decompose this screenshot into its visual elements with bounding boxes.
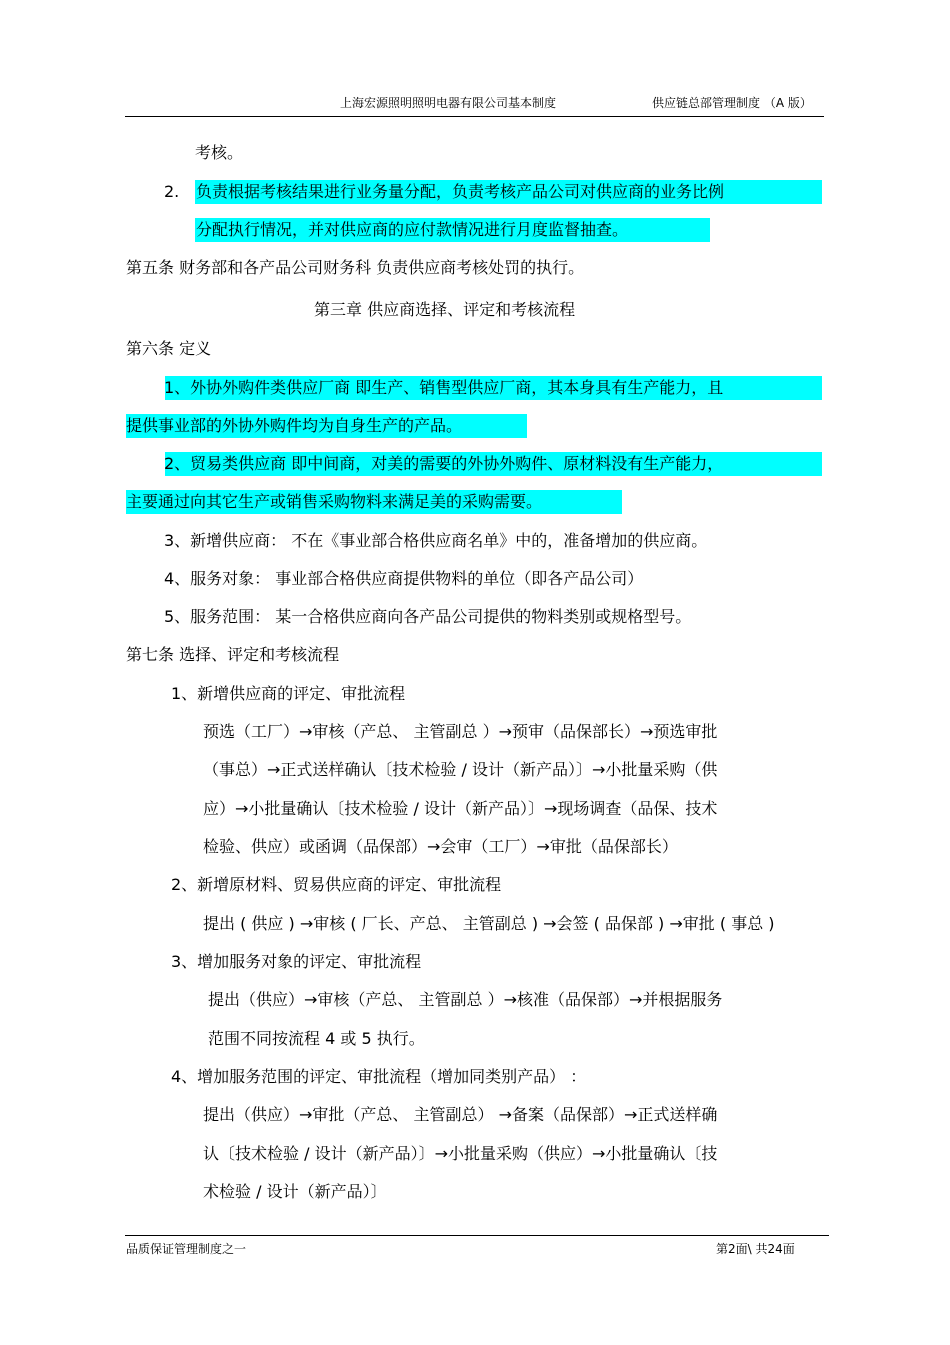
header-rule xyxy=(125,116,824,117)
body-line: 认〔技术检验 / 设计（新产品）〕→小批量采购（供应）→小批量确认〔技 xyxy=(203,1144,718,1163)
body-line: 4、服务对象： 事业部合格供应商提供物料的单位（即各产品公司） xyxy=(164,569,644,588)
chapter-title: 第三章 供应商选择、评定和考核流程 xyxy=(314,300,576,319)
body-line: 提出（供应）→审批（产总、 主管副总） →备案（品保部）→正式送样确 xyxy=(203,1105,718,1124)
body-line: 3、新增供应商： 不在《事业部合格供应商名单》中的，准备增加的供应商。 xyxy=(164,531,708,550)
body-line: 分配执行情况，并对供应商的应付款情况进行月度监督抽查。 xyxy=(196,220,629,239)
body-line: 术检验 / 设计（新产品）〕 xyxy=(203,1182,387,1201)
body-line: 检验、供应）或函调（品保部）→会审（工厂）→审批（品保部长） xyxy=(203,837,678,856)
article-heading: 第六条 定义 xyxy=(126,339,212,358)
list-number: 2. xyxy=(164,182,180,201)
body-line: 提供事业部的外协外购件均为自身生产的产品。 xyxy=(126,416,463,435)
body-line: 2、贸易类供应商 即中间商，对美的需要的外协外购件、原材料没有生产能力， xyxy=(164,454,724,473)
body-line: 3、增加服务对象的评定、审批流程 xyxy=(171,952,422,971)
body-line: 预选（工厂）→审核（产总、 主管副总 ）→预审（品保部长）→预选审批 xyxy=(203,722,718,741)
body-line: 负责根据考核结果进行业务量分配，负责考核产品公司对供应商的业务比例 xyxy=(196,182,725,201)
footer-rule xyxy=(125,1235,829,1236)
body-line: 1、外协外购件类供应厂商 即生产、销售型供应厂商，其本身具有生产能力，且 xyxy=(164,378,724,397)
header-right: 供应链总部管理制度 （A 版） xyxy=(652,96,812,110)
body-line: 提出 ( 供应 ) →审核 ( 厂长、产总、 主管副总 ) →会签 ( 品保部 ) →审批 ( 事总 ) xyxy=(203,914,775,933)
body-line: 5、服务范围： 某一合格供应商向各产品公司提供的物料类别或规格型号。 xyxy=(164,607,692,626)
body-line: （事总）→正式送样确认〔技术检验 / 设计（新产品）〕→小批量采购（供 xyxy=(203,760,718,779)
header-left: 上海宏源照明照明电器有限公司基本制度 xyxy=(340,96,557,110)
body-line: 范围不同按流程 4 或 5 执行。 xyxy=(208,1029,425,1048)
body-line: 提出（供应）→审核（产总、 主管副总 ）→核准（品保部）→并根据服务 xyxy=(208,990,723,1009)
body-line: 考核。 xyxy=(195,143,244,162)
body-line: 2、新增原材料、贸易供应商的评定、审批流程 xyxy=(171,875,502,894)
article-heading: 第五条 财务部和各产品公司财务科 负责供应商考核处罚的执行。 xyxy=(126,258,585,277)
footer-page-number: 第2面\ 共24面 xyxy=(716,1242,795,1256)
article-heading: 第七条 选择、评定和考核流程 xyxy=(126,645,340,664)
footer-left: 品质保证管理制度之一 xyxy=(126,1242,247,1256)
body-line: 4、增加服务范围的评定、审批流程（增加同类别产品） ： xyxy=(171,1067,587,1086)
body-line: 主要通过向其它生产或销售采购物料来满足美的采购需要。 xyxy=(126,492,543,511)
body-line: 应）→小批量确认〔技术检验 / 设计（新产品）〕→现场调查（品保、技术 xyxy=(203,799,718,818)
body-line: 1、新增供应商的评定、审批流程 xyxy=(171,684,406,703)
